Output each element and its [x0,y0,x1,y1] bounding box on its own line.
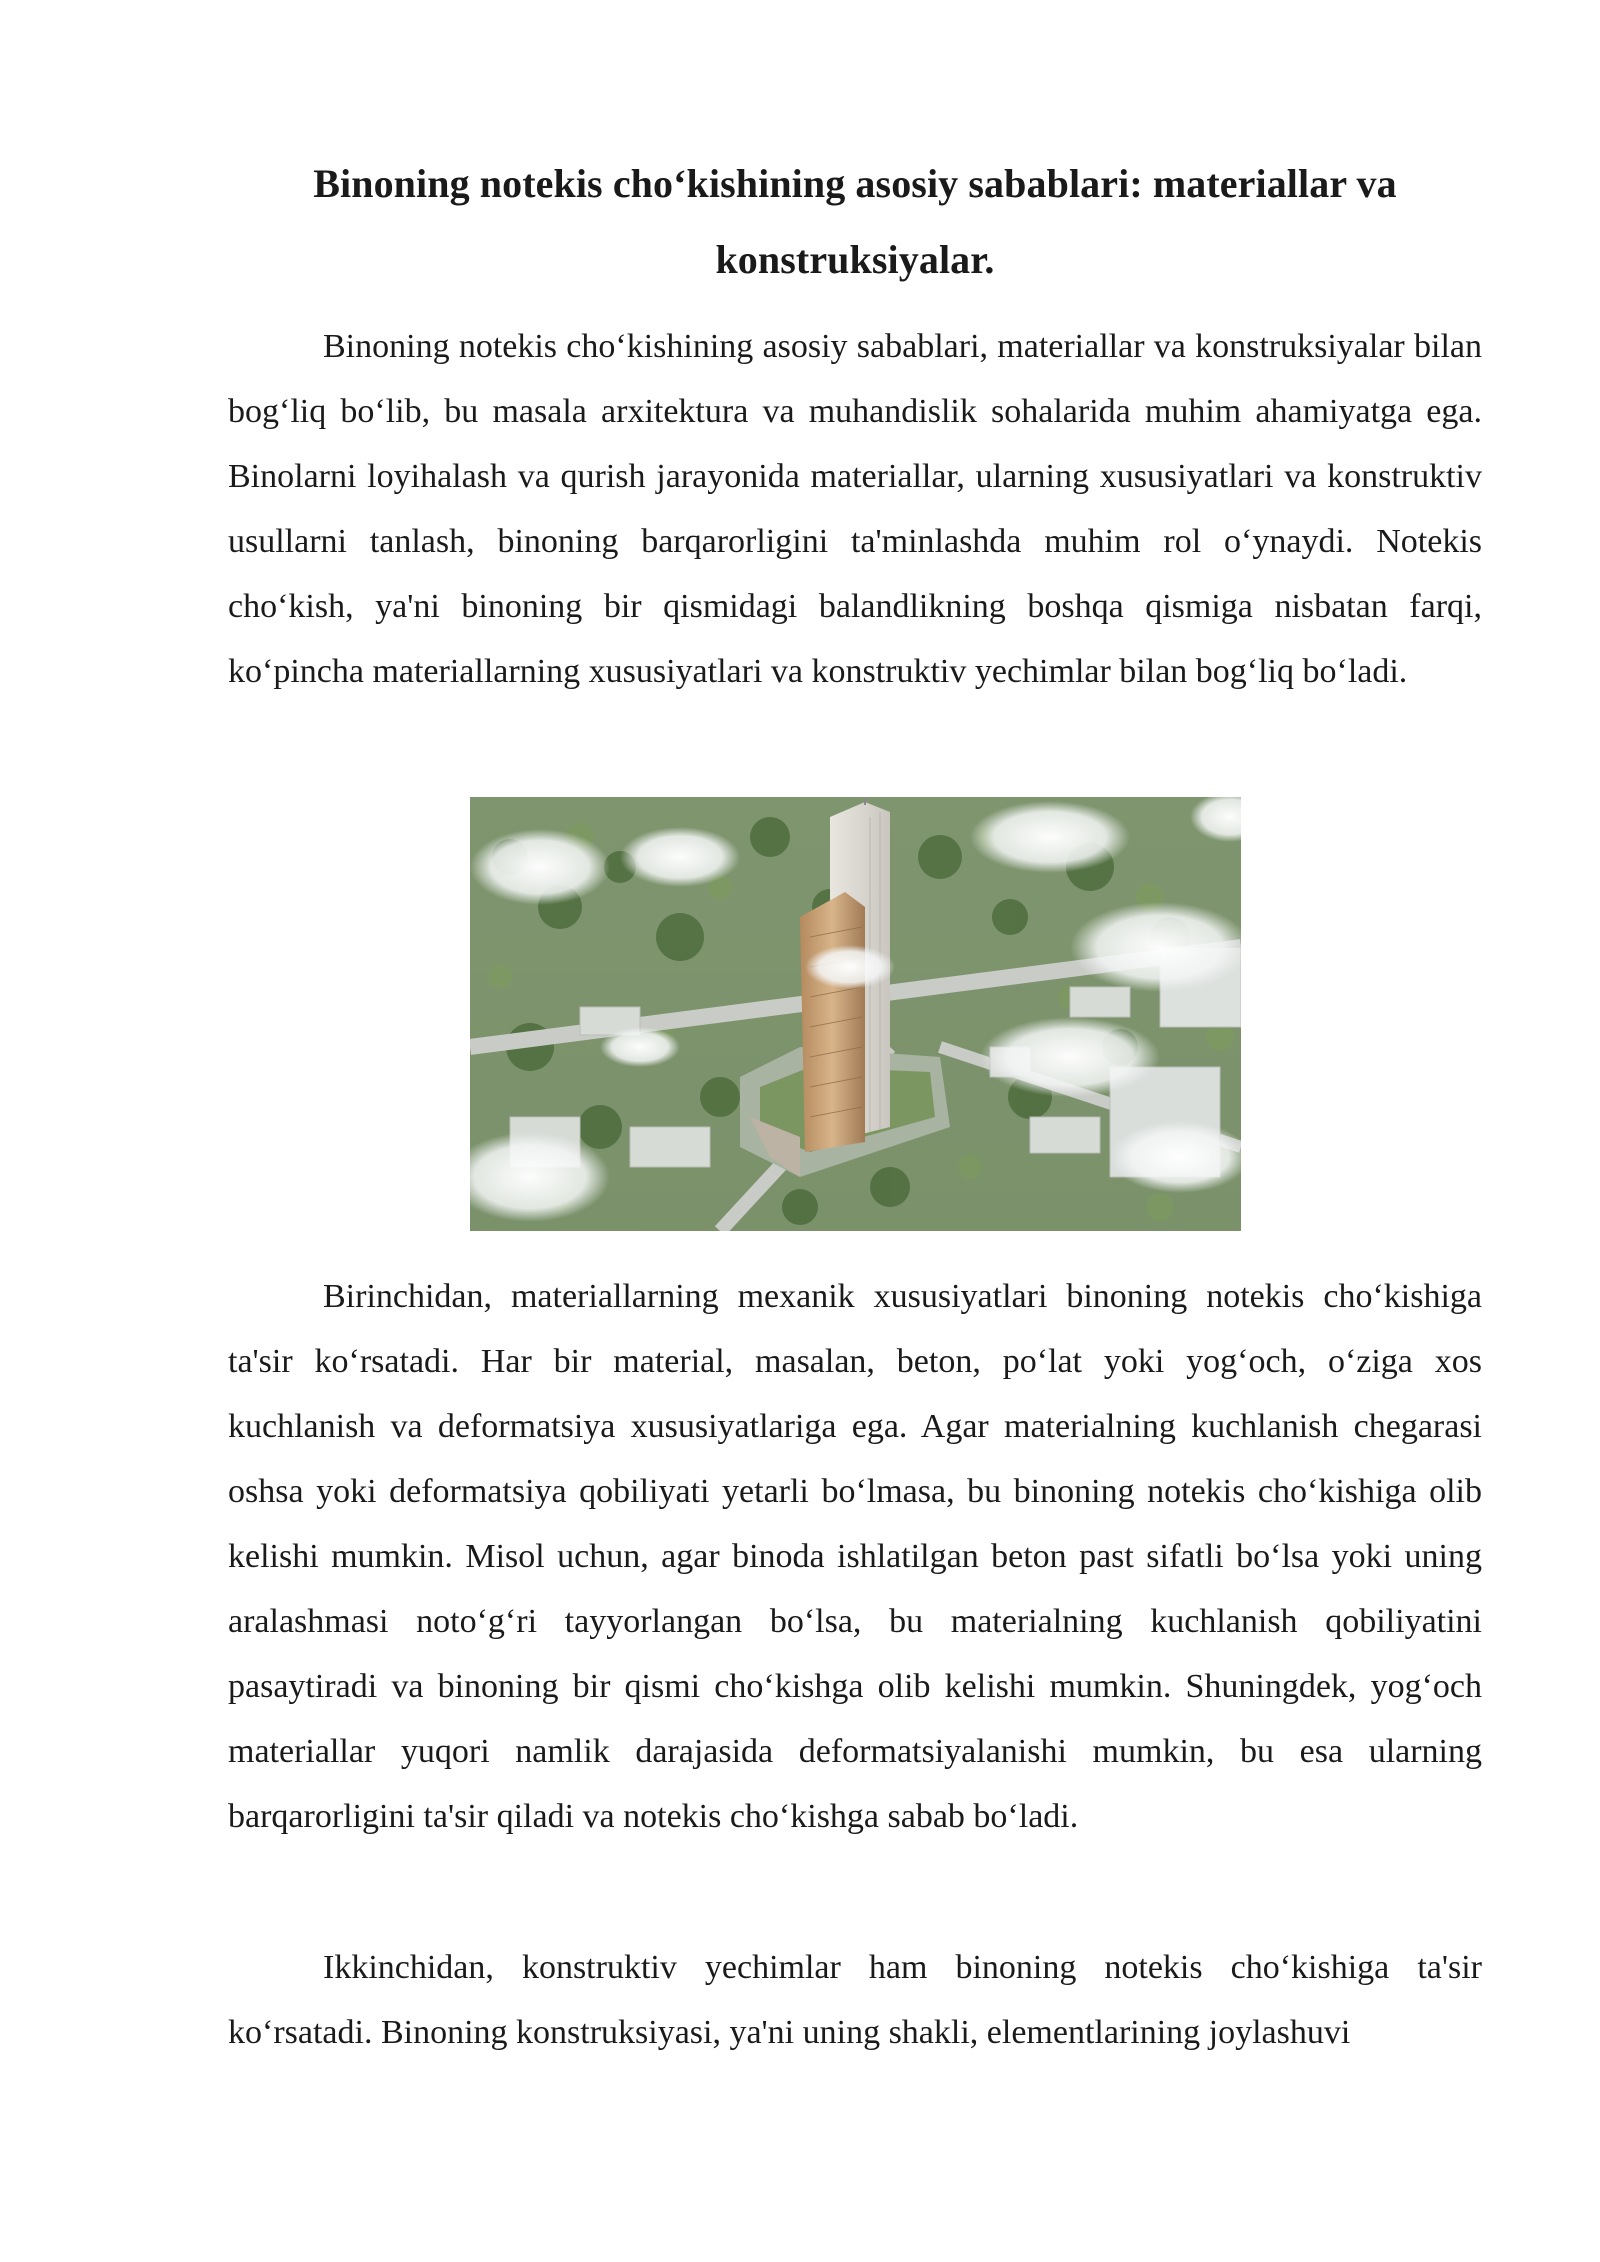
paragraph-text: Ikkinchidan, konstruktiv yechimlar ham binoning notekis cho‘kishiga ta'sir ko‘rsatadi. Binoning konstruksiyasi, ya'ni uning shakli, elementlarining joylashuvi [228,1949,1482,2051]
paragraph-materials [228,1264,1482,1849]
paragraph-text: Birinchidan, materiallarning mexanik xususiyatlari binoning notekis cho‘kishiga ta'sir ko‘rsatadi. Har bir material, masalan, beton, po‘lat yoki yog‘och, o‘ziga xos kuchlanish va deformatsiya xususiyatlariga ega. Agar materialning kuchlanish chegarasi oshsa yoki deformatsiya qobiliyati yetarli bo‘lmasa, bu binoning notekis cho‘kishiga olib kelishi mumkin. Misol uchun, agar binoda ishlatilgan beton past sifatli bo‘lsa yoki uning aralashmasi noto‘g‘ri tayyorlangan bo‘lsa, bu materialning kuchlanish qobiliyatini pasaytiradi va binoning bir qismi cho‘kishga olib kelishi mumkin. Shuningdek, yog‘och materiallar yuqori namlik darajasida deformatsiyalanishi mumkin, bu esa ularning barqarorligini ta'sir qiladi va notekis cho‘kishga sabab bo‘ladi. [228,1278,1482,1835]
paragraph-text: Binoning notekis cho‘kishining asosiy sabablari, materiallar va konstruksiyalar bilan bog‘liq bo‘lib, bu masala arxitektura va muhandislik sohalarida muhim ahamiyatga ega. Binolarni loyihalash va qurish jarayonida materiallar, ularning xususiyatlari va konstruktiv usullarni tanlash, binoning barqarorligini ta'minlashda muhim rol o‘ynaydi. Notekis cho‘kish, ya'ni binoning bir qismidagi balandlikning boshqa qismiga nisbatan farqi, ko‘pincha materiallarning xususiyatlari va konstruktiv yechimlar bilan bog‘liq bo‘ladi. [228,328,1482,690]
aerial-tower-image [470,797,1241,1231]
paragraph-constructions [228,1935,1482,2065]
paragraph-intro [228,314,1482,704]
building-illustration [470,797,1241,1231]
document-title: Binoning notekis cho‘kishining asosiy sabablari: materiallar va konstruksiyalar. [313,161,1397,282]
